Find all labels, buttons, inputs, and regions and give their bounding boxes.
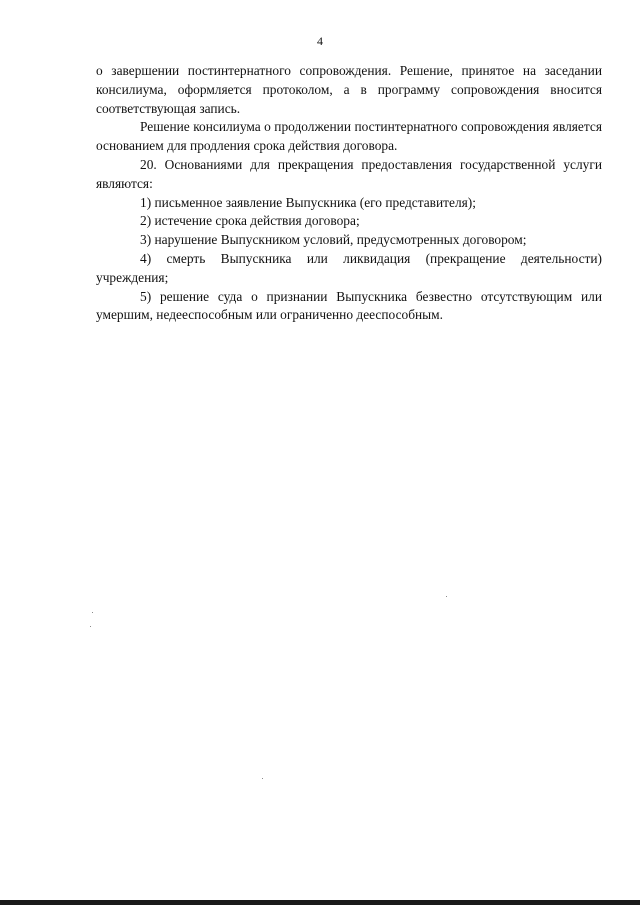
list-item-death-or-liquidation: 4) смерть Выпускника или ликвидация (прекращение деятельности) учреждения;: [96, 250, 602, 285]
list-item-written-application: 1) письменное заявление Выпускника (его представителя);: [140, 194, 476, 210]
paragraph-consilium-decision: о завершении постинтернатного сопровождения. Решение, принятое на заседании консилиума, оформляется протоколом, а в программу сопровождения вносится соответствующая запись.: [96, 63, 602, 116]
scan-speck: [92, 612, 93, 613]
list-item-contract-expiry: 2) истечение срока действия договора;: [140, 213, 360, 229]
list-item-contract-violation: 3) нарушение Выпускником условий, предусмотренных договором;: [140, 232, 527, 248]
list-item-court-decision: 5) решение суда о признании Выпускника безвестно отсутствующим или умершим, недееспособным или ограниченно дееспособным.: [96, 288, 602, 323]
document-body: [96, 62, 602, 325]
scan-speck: [446, 596, 447, 597]
paragraph-termination-grounds: 20. Основаниями для прекращения предоставления государственной услуги являются:: [96, 156, 602, 191]
page-number: 4: [317, 34, 323, 48]
scan-speck: [90, 626, 91, 627]
scan-bottom-edge: [0, 900, 640, 905]
paragraph-contract-extension: Решение консилиума о продолжении постинтернатного сопровождения является основанием для продления срока действия договора.: [96, 119, 602, 154]
scan-speck: [262, 778, 263, 779]
